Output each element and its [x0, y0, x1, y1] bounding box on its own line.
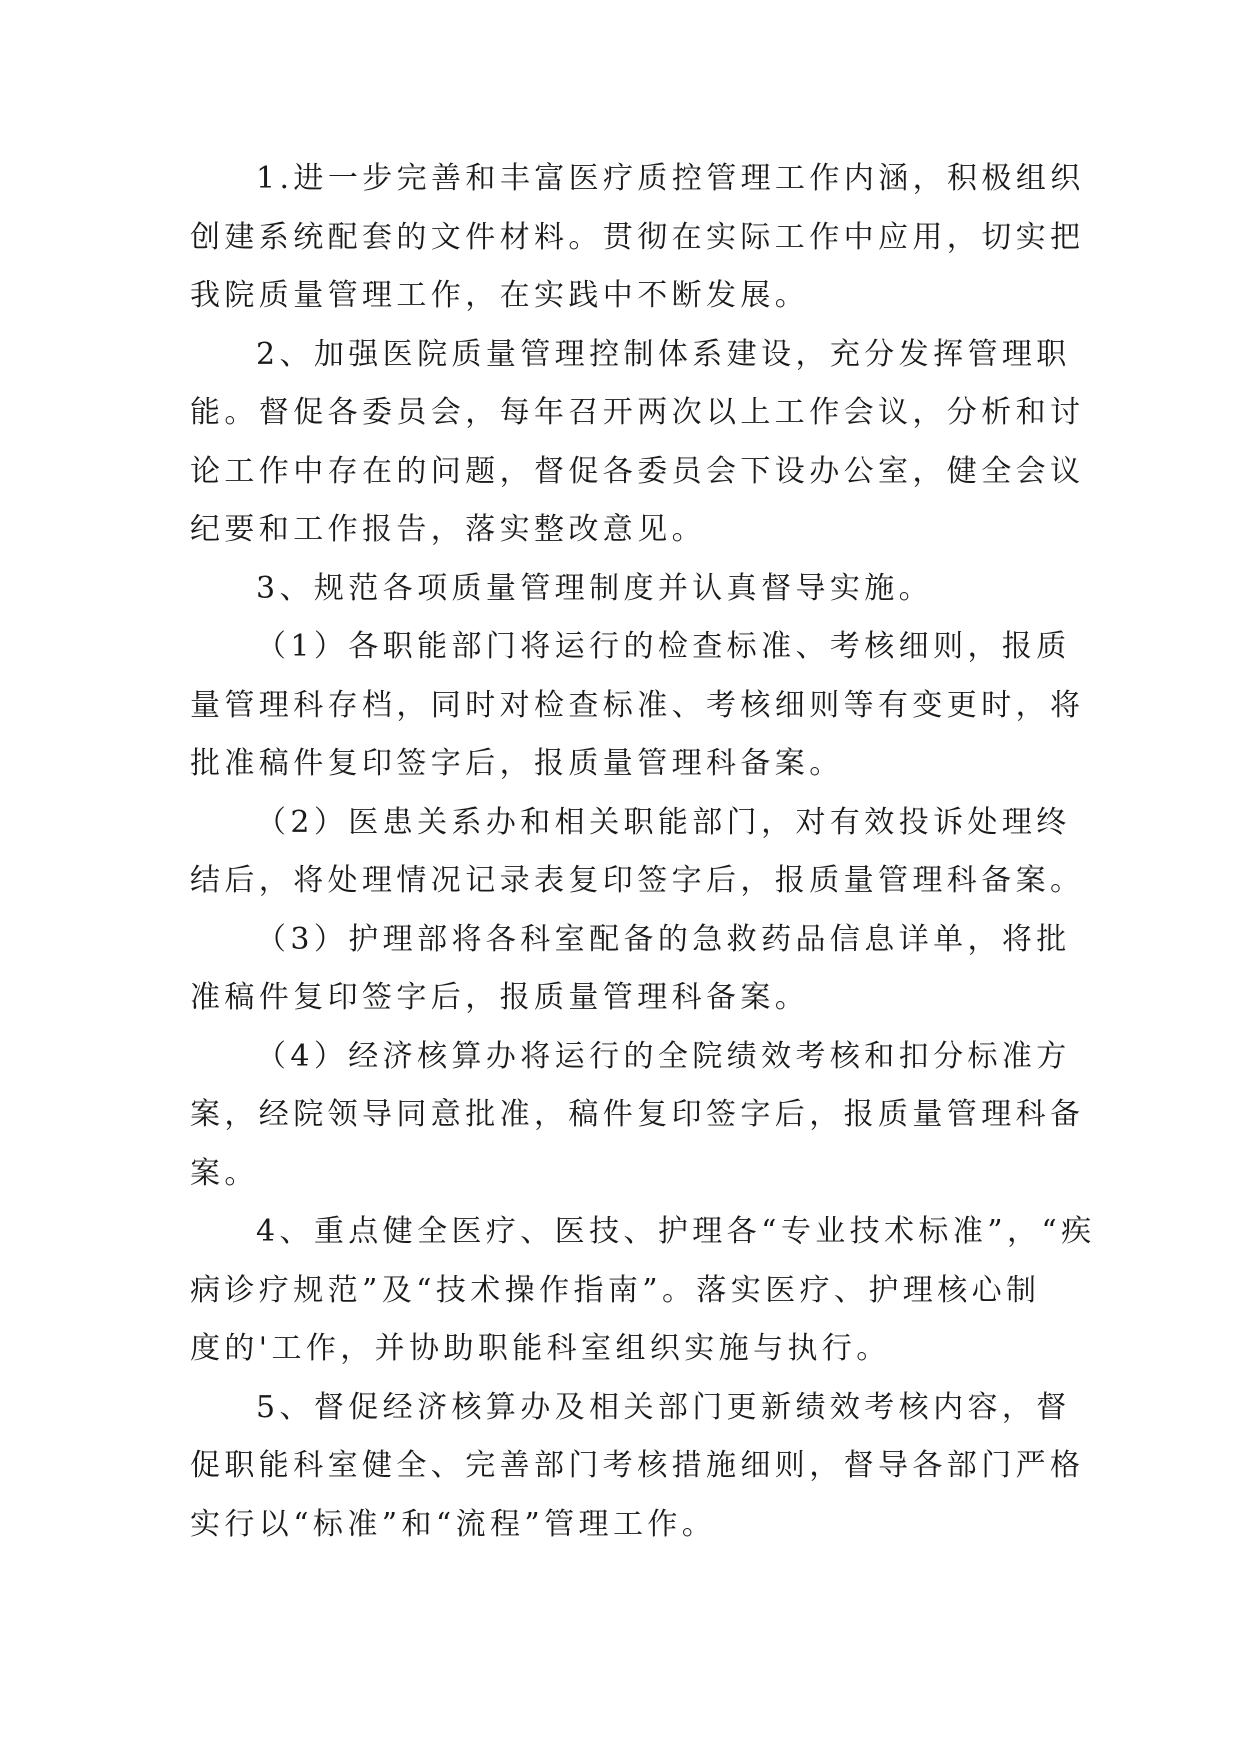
text-line: 我院质量管理工作，在实践中不断发展。 [190, 278, 810, 313]
text-line: 创建系统配套的文件材料。贯彻在实际工作中应用，切实把 [190, 219, 1085, 255]
text-line: 度的'工作，并协助职能科室组织实施与执行。 [190, 1331, 891, 1366]
paragraph-subitem-4 [190, 1028, 1071, 1087]
paragraph-item-4-cont [190, 1262, 1050, 1379]
text-line: 批准稿件复印签字后，报质量管理科备案。 [190, 746, 844, 781]
paragraph-subitem-4-cont [190, 1086, 1085, 1203]
paragraph-item-3 [190, 560, 1050, 619]
text-line: 准稿件复印签字后，报质量管理科备案。 [190, 980, 810, 1015]
text-line: 纪要和工作报告，落实整改意见。 [190, 512, 706, 547]
text-line: 案，经院领导同意批准，稿件复印签字后，报质量管理科备 [190, 1097, 1085, 1132]
paragraph-subitem-1-cont [190, 677, 1085, 794]
text-line: （4）经济核算办将运行的全院绩效考核和扣分标准方 [256, 1038, 1071, 1074]
text-line: 量管理科存档，同时对检查标准、考核细则等有变更时，将 [190, 687, 1085, 723]
text-line: 5、督促经济核算办及相关部门更新绩效考核内容，督 [256, 1389, 1071, 1425]
text-line: 3、规范各项质量管理制度并认真督导实施。 [256, 570, 934, 606]
paragraph-subitem-3 [190, 911, 1071, 970]
paragraph-subitem-1 [190, 618, 1071, 677]
text-line: 结后，将处理情况记录表复印签字后，报质量管理科备案。 [190, 863, 1085, 898]
text-line: （3）护理部将各科室配备的急救药品信息详单，将批 [256, 921, 1071, 957]
paragraph-subitem-3-cont [190, 969, 1050, 1028]
paragraph-subitem-2-cont [190, 852, 1085, 911]
paragraph-subitem-2 [190, 794, 1071, 853]
paragraph-item-1-cont [190, 209, 1085, 326]
text-line: 促职能科室健全、完善部门考核措施细则，督导各部门严格 [190, 1448, 1085, 1483]
text-line: 病诊疗规范”及“技术操作指南”。落实医疗、护理核心制 [190, 1272, 1041, 1308]
text-line: 能。督促各委员会，每年召开两次以上工作会议，分析和讨 [190, 395, 1085, 430]
text-line: 案。 [190, 1155, 259, 1191]
text-line: （2）医患关系办和相关职能部门，对有效投诉处理终 [256, 804, 1071, 840]
paragraph-item-5-cont [190, 1437, 1085, 1554]
text-line: 1.进一步完善和丰富医疗质控管理工作内涵，积极组织 [256, 161, 1085, 196]
paragraph-item-1 [190, 150, 1085, 209]
text-line: 实行以“标准”和“流程”管理工作。 [190, 1506, 717, 1542]
paragraph-item-2 [190, 326, 1071, 385]
text-line: 4、重点健全医疗、医技、护理各“专业技术标准”，“疾 [256, 1214, 1096, 1249]
paragraph-item-5 [190, 1379, 1071, 1438]
paragraph-item-2-cont [190, 384, 1085, 560]
text-line: 论工作中存在的问题，督促各委员会下设办公室，健全会议 [190, 453, 1085, 489]
text-line: 2、加强医院质量管理控制体系建设，充分发挥管理职 [256, 336, 1071, 372]
document-body [190, 150, 1096, 1554]
paragraph-item-4 [190, 1203, 1096, 1262]
text-line: （1）各职能部门将运行的检查标准、考核细则，报质 [256, 629, 1071, 664]
